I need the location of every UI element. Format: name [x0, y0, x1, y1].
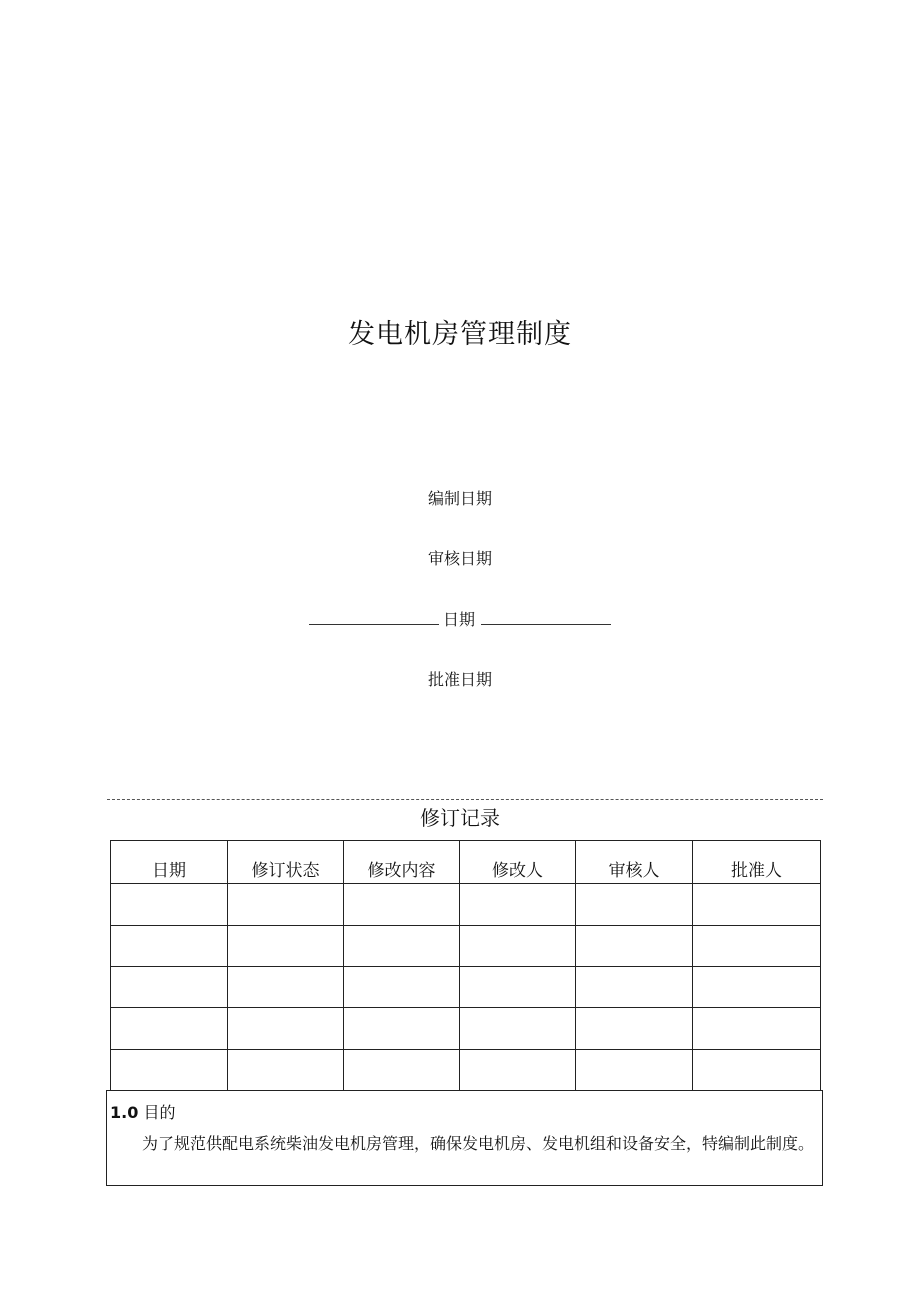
table-cell: [344, 884, 460, 925]
table-cell: [693, 1008, 821, 1049]
section-purpose: [106, 1090, 823, 1186]
table-cell: [460, 925, 576, 966]
revision-table: [110, 840, 821, 1091]
blank-underline-right: [481, 610, 611, 625]
approve-date-label: 批准日期: [427, 670, 492, 689]
header-modifier: 修改人: [460, 841, 576, 884]
header-revision-status: 修订状态: [228, 841, 344, 884]
revision-table-header: [111, 841, 821, 884]
table-cell: [460, 967, 576, 1008]
table-cell: [228, 925, 344, 966]
table-cell: [111, 1049, 228, 1090]
table-cell: [344, 925, 460, 966]
table-cell: [344, 1049, 460, 1090]
header-approver: 批准人: [693, 841, 821, 884]
section-number: 1.0: [110, 1103, 139, 1122]
table-row: [111, 1008, 821, 1049]
compile-date-label: 编制日期: [427, 489, 492, 508]
table-cell: [111, 884, 228, 925]
table-cell: [228, 884, 344, 925]
table-cell: [693, 1049, 821, 1090]
header-change-content: 修改内容: [344, 841, 460, 884]
table-cell: [576, 884, 693, 925]
table-cell: [228, 1049, 344, 1090]
table-cell: [576, 1049, 693, 1090]
document-title: 发电机房管理制度: [348, 319, 572, 350]
table-cell: [228, 1008, 344, 1049]
blank-date-line: [0, 607, 920, 630]
table-row: [111, 925, 821, 966]
table-row: [111, 884, 821, 925]
table-cell: [344, 1008, 460, 1049]
table-cell: [460, 1049, 576, 1090]
section-heading: [110, 1100, 175, 1123]
review-date-label: 审核日期: [427, 549, 492, 568]
table-cell: [460, 1008, 576, 1049]
revision-record-title: 修订记录: [420, 806, 500, 830]
table-cell: [111, 925, 228, 966]
table-cell: [693, 884, 821, 925]
table-cell: [111, 967, 228, 1008]
blank-date-label: 日期: [442, 610, 475, 629]
section-title: 目的: [143, 1103, 176, 1122]
table-cell: [460, 884, 576, 925]
table-cell: [576, 967, 693, 1008]
blank-underline-left: [309, 610, 439, 625]
table-cell: [228, 967, 344, 1008]
table-cell: [111, 1008, 228, 1049]
header-reviewer: 审核人: [576, 841, 693, 884]
header-date: 日期: [111, 841, 228, 884]
table-cell: [693, 925, 821, 966]
table-row: [111, 967, 821, 1008]
table-cell: [344, 967, 460, 1008]
divider-line: [107, 799, 823, 800]
section-body: 为了规范供配电系统柴油发电机房管理，确保发电机房、发电机组和设备安全，特编制此制度。: [142, 1134, 815, 1153]
table-cell: [693, 967, 821, 1008]
table-row: [111, 1049, 821, 1090]
table-cell: [576, 1008, 693, 1049]
table-cell: [576, 925, 693, 966]
